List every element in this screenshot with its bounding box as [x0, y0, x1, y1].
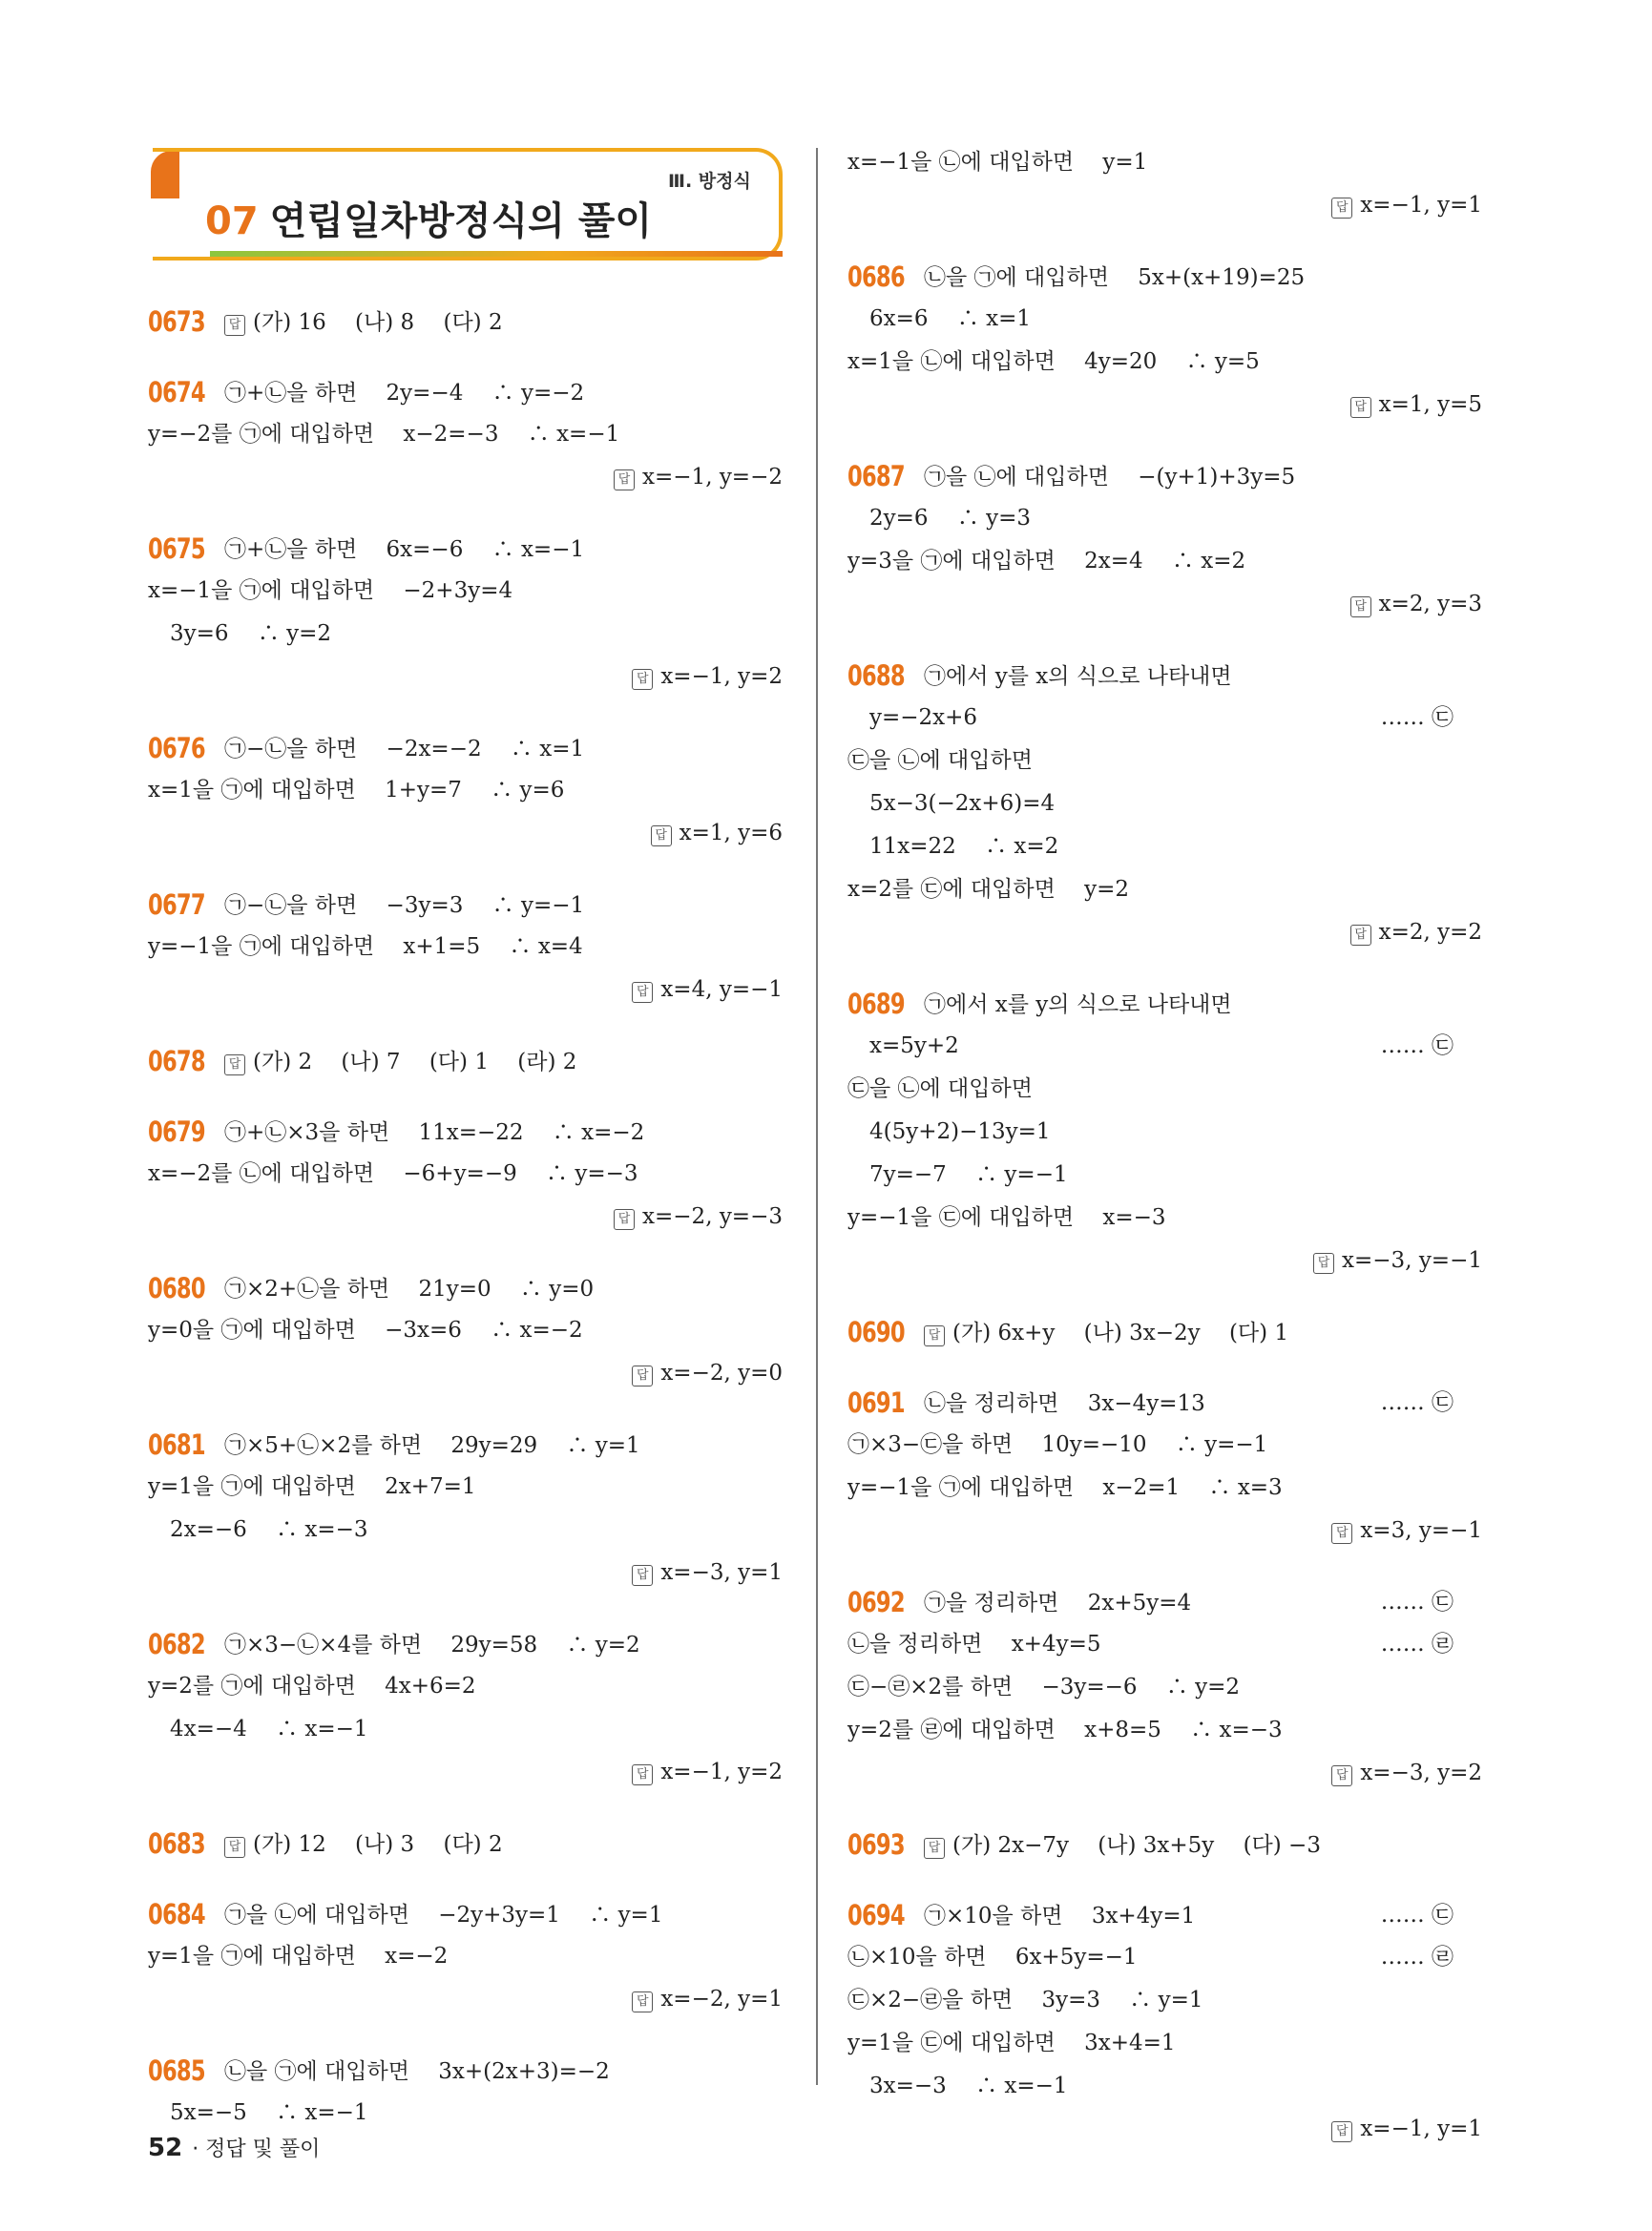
answer-icon: 답: [1331, 1765, 1352, 1786]
answer-icon: 답: [614, 1209, 635, 1230]
answer-text: x=2, y=2: [1378, 920, 1482, 945]
answer-line: [148, 1202, 783, 1231]
solution-text: ㉠을 ㉡에 대입하면 −(y+1)+3y=5: [924, 465, 1296, 490]
solution-line: [847, 2072, 1482, 2100]
solution-line: [148, 1515, 783, 1544]
answer-icon: 답: [1331, 198, 1352, 219]
problem-line: [148, 1900, 783, 1929]
answer-text: x=2, y=3: [1378, 592, 1482, 616]
page-number: 52: [148, 2134, 183, 2162]
solution-text: y=2를 ㉣에 대입하면 x+8=5 ∴ x=−3: [847, 1718, 1283, 1742]
answer-icon: 답: [924, 1838, 945, 1859]
solution-line: [148, 1942, 783, 1970]
solution-line: [847, 1673, 1482, 1701]
answer-line: [148, 1558, 783, 1587]
solution-text: ㉠+㉡×3을 하면 11x=−22 ∴ x=−2: [224, 1120, 645, 1145]
solution-line: [148, 776, 783, 804]
solution-text: x=1을 ㉠에 대입하면 1+y=7 ∴ y=6: [148, 778, 565, 803]
solution-line: [148, 576, 783, 605]
problem-line: [148, 1274, 783, 1303]
answer-icon: 답: [924, 1325, 945, 1346]
answer-line: [847, 1759, 1482, 1787]
problem-line: [148, 1430, 783, 1460]
section-number: 07: [205, 199, 259, 243]
problem-line: [148, 378, 783, 407]
solution-line: [847, 148, 1482, 177]
solution-text: ㉠×3−㉡×4를 하면 29y=58 ∴ y=2: [224, 1633, 640, 1658]
solution-text: ㉡×10을 하면 6x+5y=−1: [847, 1945, 1138, 1970]
answer-text: x=−3, y=2: [1360, 1761, 1482, 1785]
solution-text: x=2를 ㉢에 대입하면 y=2: [847, 877, 1130, 902]
answer-text: x=−3, y=−1: [1342, 1248, 1482, 1273]
problem-line: [148, 2056, 783, 2086]
solution-text: ㉡을 ㉠에 대입하면 5x+(x+19)=25: [924, 265, 1306, 290]
answer-icon: 답: [651, 825, 672, 846]
answer-line: [148, 1758, 783, 1786]
solution-text: y=2를 ㉠에 대입하면 4x+6=2: [148, 1674, 476, 1699]
solution-text: (가) 6x+y (나) 3x−2y (다) 1: [952, 1321, 1289, 1345]
solution-text: ㉠에서 x를 y의 식으로 나타내면: [924, 992, 1232, 1017]
problem-line: [148, 890, 783, 920]
solution-line: [847, 746, 1482, 775]
problem-number: 0675: [148, 532, 205, 565]
solution-text: 11x=22 ∴ x=2: [847, 834, 1059, 859]
solution-line: [847, 1943, 1482, 1971]
solution-text: ㉡을 ㉠에 대입하면 3x+(2x+3)=−2: [224, 2059, 610, 2084]
problem-line: [148, 1630, 783, 1659]
solution-text: (가) 2x−7y (나) 3x+5y (다) −3: [952, 1833, 1321, 1858]
solution-text: ㉠+㉡을 하면 2y=−4 ∴ y=−2: [224, 381, 585, 406]
answer-icon: 답: [1313, 1253, 1334, 1274]
solution-text: 7y=−7 ∴ y=−1: [847, 1162, 1068, 1187]
equation-tag: …… ㉢: [1380, 1033, 1453, 1058]
problem-number: 0678: [148, 1045, 205, 1077]
answer-icon: 답: [632, 982, 653, 1003]
solution-text: y=−1을 ㉠에 대입하면 x−2=1 ∴ x=3: [847, 1475, 1283, 1500]
solution-line: [148, 1472, 783, 1501]
problem-number: 0684: [148, 1898, 205, 1930]
footer-label: · 정답 및 풀이: [192, 2137, 321, 2161]
problem-line: [847, 1588, 1482, 1617]
solution-text: (가) 16 (나) 8 (다) 2: [253, 310, 503, 335]
answer-icon: 답: [224, 1054, 245, 1075]
solution-line: [847, 703, 1482, 732]
answer-line: [847, 191, 1482, 219]
problem-line: [847, 462, 1482, 491]
solution-text: y=0을 ㉠에 대입하면 −3x=6 ∴ x=−2: [148, 1318, 583, 1343]
problem-number: 0694: [847, 1899, 905, 1931]
solution-text: 5x−3(−2x+6)=4: [847, 791, 1056, 816]
solution-text: ㉠+㉡을 하면 6x=−6 ∴ x=−1: [224, 537, 585, 562]
answer-icon: 답: [632, 1764, 653, 1785]
equation-tag: …… ㉣: [1380, 1945, 1453, 1970]
solution-line: [847, 832, 1482, 861]
answer-text: x=4, y=−1: [660, 977, 783, 1002]
solution-text: ㉡을 정리하면 x+4y=5: [847, 1632, 1101, 1657]
solution-text: 2x=−6 ∴ x=−3: [148, 1517, 368, 1542]
solution-line: [148, 932, 783, 961]
problem-line: [847, 1901, 1482, 1930]
problem-number: 0674: [148, 376, 205, 408]
problem-line: [148, 1117, 783, 1147]
solution-text: ㉠을 정리하면 2x+5y=4: [924, 1591, 1192, 1616]
problem-number: 0691: [847, 1387, 905, 1419]
problem-line: [847, 661, 1482, 691]
answer-text: x=−2, y=0: [660, 1361, 783, 1386]
problem-number: 0673: [148, 305, 205, 338]
problem-number: 0679: [148, 1116, 205, 1148]
answer-text: x=−1, y=2: [660, 664, 783, 689]
solution-text: ㉠×3−㉢을 하면 10y=−10 ∴ y=−1: [847, 1432, 1268, 1457]
solution-text: 2y=6 ∴ y=3: [847, 506, 1032, 531]
answer-line: [847, 1246, 1482, 1275]
problem-number: 0689: [847, 988, 905, 1020]
equation-tag: …… ㉣: [1380, 1632, 1453, 1657]
problem-number: 0682: [148, 1628, 205, 1660]
equation-tag: …… ㉢: [1380, 1390, 1453, 1415]
solution-line: [847, 1630, 1482, 1658]
chapter-label: Ⅲ. 방정식: [668, 171, 751, 192]
answer-line: [148, 463, 783, 491]
solution-text: ㉢×2−㉣을 하면 3y=3 ∴ y=1: [847, 1988, 1203, 2012]
problem-number: 0687: [847, 460, 905, 492]
problem-number: 0685: [148, 2054, 205, 2087]
solution-text: x=−1을 ㉡에 대입하면 y=1: [847, 150, 1148, 175]
answer-text: x=−1, y=2: [660, 1760, 783, 1784]
answer-line: [847, 1516, 1482, 1545]
answer-line: [847, 2115, 1482, 2143]
solution-text: ㉡을 정리하면 3x−4y=13: [924, 1391, 1205, 1416]
solution-line: [148, 420, 783, 448]
solution-line: [148, 1672, 783, 1700]
solution-text: ㉠×2+㉡을 하면 21y=0 ∴ y=0: [224, 1277, 595, 1302]
problem-number: 0680: [148, 1272, 205, 1304]
section-title: [205, 191, 652, 245]
problem-number: 0686: [847, 261, 905, 293]
answer-line: [847, 918, 1482, 947]
solution-text: 3x=−3 ∴ x=−1: [847, 2074, 1068, 2098]
problem-number: 0676: [148, 732, 205, 764]
answer-line: [847, 390, 1482, 419]
solution-text: ㉠−㉡을 하면 −3y=3 ∴ y=−1: [224, 893, 585, 918]
page-footer: [148, 2133, 320, 2162]
solution-text: 4(5y+2)−13y=1: [847, 1119, 1051, 1144]
answer-icon: 답: [1350, 925, 1371, 946]
solution-text: x=5y+2: [847, 1033, 959, 1058]
solution-text: y=1을 ㉠에 대입하면 x=−2: [148, 1944, 449, 1969]
answer-text: x=1, y=5: [1378, 392, 1482, 417]
solution-text: 4x=−4 ∴ x=−1: [148, 1717, 368, 1741]
solution-text: ㉢을 ㉡에 대입하면: [847, 1076, 1033, 1101]
solution-text: ㉠−㉡을 하면 −2x=−2 ∴ x=1: [224, 737, 585, 761]
solution-line: [847, 1473, 1482, 1502]
solution-line: [847, 789, 1482, 818]
answer-icon: 답: [1350, 397, 1371, 418]
solution-line: [148, 619, 783, 648]
solution-text: ㉠을 ㉡에 대입하면 −2y+3y=1 ∴ y=1: [224, 1903, 663, 1928]
solution-text: x=−2를 ㉡에 대입하면 −6+y=−9 ∴ y=−3: [148, 1161, 638, 1186]
solution-text: y=−1을 ㉢에 대입하면 x=−3: [847, 1205, 1166, 1230]
solution-text: ㉢−㉣×2를 하면 −3y=−6 ∴ y=2: [847, 1675, 1241, 1699]
problem-number: 0677: [148, 888, 205, 921]
answer-icon: 답: [632, 1991, 653, 2012]
solution-text: y=−2x+6: [847, 705, 978, 730]
solution-line: [847, 1716, 1482, 1744]
answer-icon: 답: [1331, 2121, 1352, 2142]
header-underline: [210, 251, 783, 257]
solution-line: [847, 504, 1482, 532]
solution-line: [847, 347, 1482, 376]
equation-tag: …… ㉢: [1380, 1590, 1453, 1615]
answer-line: [148, 662, 783, 691]
answer-icon: 답: [614, 469, 635, 490]
answer-text: x=−1, y=−2: [642, 465, 783, 490]
solution-text: (가) 2 (나) 7 (다) 1 (라) 2: [253, 1050, 577, 1074]
answer-icon: 답: [632, 1366, 653, 1387]
answer-text: x=3, y=−1: [1360, 1518, 1482, 1543]
solution-line: [148, 1159, 783, 1188]
solution-line: [847, 1430, 1482, 1459]
solution-text: y=1을 ㉢에 대입하면 3x+4=1: [847, 2031, 1176, 2055]
problem-line: [148, 307, 783, 337]
solution-text: ㉠×10을 하면 3x+4y=1: [924, 1904, 1196, 1929]
problem-number: 0693: [847, 1828, 905, 1861]
solution-text: y=3을 ㉠에 대입하면 2x=4 ∴ x=2: [847, 549, 1246, 573]
answer-line: [148, 975, 783, 1004]
section-title-text: 연립일차방정식의 풀이: [269, 199, 652, 243]
answer-line: [148, 1985, 783, 2013]
solution-text: y=−1을 ㉠에 대입하면 x+1=5 ∴ x=4: [148, 934, 583, 959]
solution-text: (가) 12 (나) 3 (다) 2: [253, 1832, 503, 1857]
solution-text: ㉠에서 y를 x의 식으로 나타내면: [924, 664, 1232, 689]
solution-line: [847, 1074, 1482, 1103]
equation-tag: …… ㉢: [1380, 1903, 1453, 1928]
problem-number: 0681: [148, 1428, 205, 1461]
solution-text: x=1을 ㉡에 대입하면 4y=20 ∴ y=5: [847, 349, 1260, 374]
problem-line: [148, 1047, 783, 1076]
problem-line: [847, 990, 1482, 1019]
answer-icon: 답: [224, 315, 245, 336]
problem-line: [148, 534, 783, 564]
answer-icon: 답: [1350, 596, 1371, 617]
solution-text: 6x=6 ∴ x=1: [847, 306, 1032, 331]
problem-number: 0683: [148, 1827, 205, 1860]
answer-text: x=−2, y=1: [660, 1987, 783, 2012]
solution-text: ㉢을 ㉡에 대입하면: [847, 748, 1033, 773]
solution-text: y=−2를 ㉠에 대입하면 x−2=−3 ∴ x=−1: [148, 422, 620, 447]
answer-line: [847, 590, 1482, 618]
solution-line: [148, 1715, 783, 1743]
column-divider: [816, 148, 818, 2085]
solution-line: [847, 1160, 1482, 1189]
solution-text: y=1을 ㉠에 대입하면 2x+7=1: [148, 1474, 476, 1499]
problem-line: [148, 734, 783, 763]
problem-number: 0688: [847, 659, 905, 692]
answer-text: x=−1, y=1: [1360, 2116, 1482, 2141]
solution-line: [148, 2098, 783, 2127]
answer-text: x=1, y=6: [679, 821, 783, 845]
equation-tag: …… ㉢: [1380, 705, 1453, 730]
answer-line: [148, 1359, 783, 1387]
problem-line: [847, 1388, 1482, 1418]
answer-text: x=−2, y=−3: [642, 1204, 783, 1229]
solution-line: [847, 1203, 1482, 1232]
solution-text: 3y=6 ∴ y=2: [148, 621, 332, 646]
answer-line: [148, 819, 783, 847]
problem-line: [847, 1830, 1482, 1860]
solution-line: [847, 1032, 1482, 1060]
solution-line: [847, 547, 1482, 575]
solution-line: [148, 1316, 783, 1345]
answer-icon: 답: [1331, 1523, 1352, 1544]
answer-icon: 답: [224, 1837, 245, 1858]
problem-number: 0690: [847, 1316, 905, 1348]
answer-text: x=−3, y=1: [660, 1560, 783, 1585]
problem-number: 0692: [847, 1586, 905, 1618]
solution-line: [847, 2029, 1482, 2057]
problem-line: [148, 1829, 783, 1859]
solution-text: 5x=−5 ∴ x=−1: [148, 2100, 368, 2125]
solution-line: [847, 1117, 1482, 1146]
problem-line: [847, 1318, 1482, 1347]
solution-line: [847, 875, 1482, 904]
solution-line: [847, 304, 1482, 333]
solution-text: ㉠×5+㉡×2를 하면 29y=29 ∴ y=1: [224, 1433, 640, 1458]
answer-icon: 답: [632, 669, 653, 690]
solution-line: [847, 1986, 1482, 2014]
solution-text: x=−1을 ㉠에 대입하면 −2+3y=4: [148, 578, 513, 603]
answer-text: x=−1, y=1: [1360, 193, 1482, 218]
problem-line: [847, 262, 1482, 292]
answer-icon: 답: [632, 1565, 653, 1586]
